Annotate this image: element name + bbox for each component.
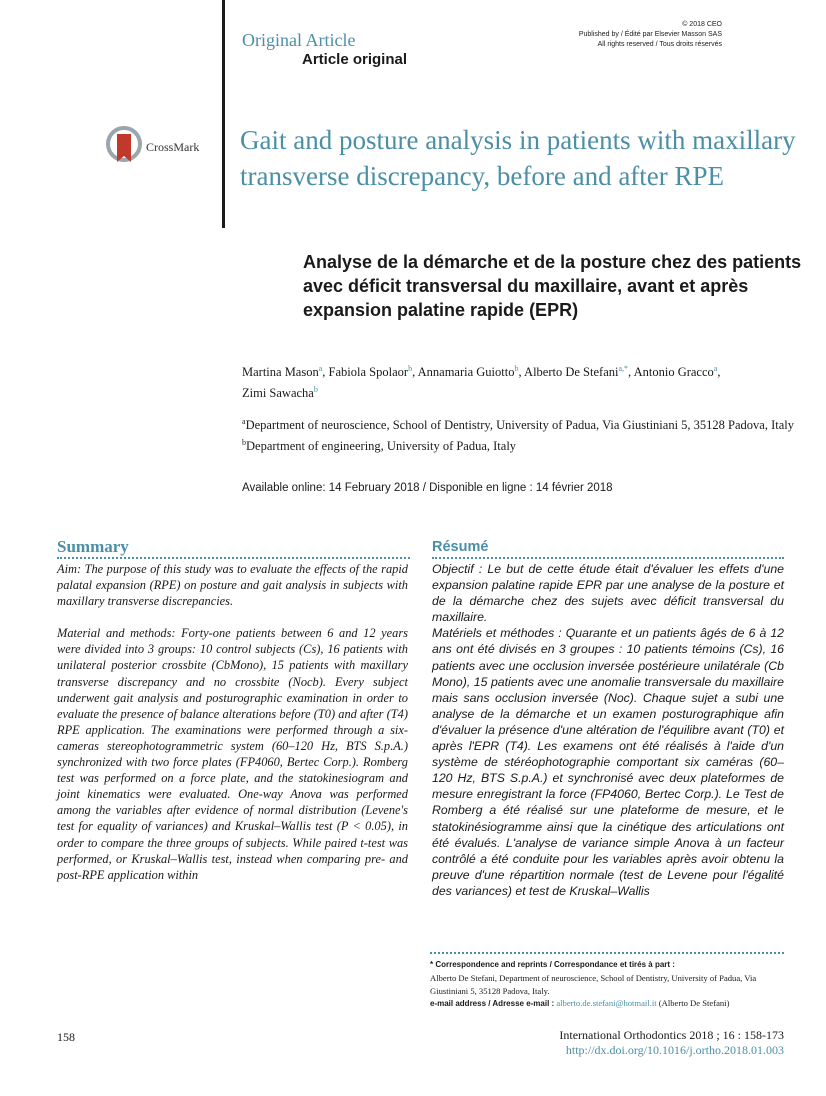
rights: All rights reserved / Tous droits réservés — [597, 41, 722, 48]
crossmark-link[interactable] — [106, 126, 142, 171]
doi-link[interactable]: http://dx.doi.org/10.1016/j.ortho.2018.01.003 — [565, 1043, 784, 1057]
journal-citation — [559, 1028, 784, 1058]
author: Fabiola Spolaor$^b$, — [328, 364, 418, 380]
summary-rule — [57, 557, 410, 559]
journal-name: International Orthodontics 2018 ; 16 : 158-173 — [559, 1028, 784, 1042]
summary-paragraph: Material and methods: Forty-one patients between 6 and 12 years were divided into 3 groups: 10 control subjects (Cs), 16 patients with unilateral posterior crossbite (CbMono), 15 patients with maxillary transverse discrepancy and no crossbite (Nocb). Every subject underwent gait analysis and posturographic examination in order to evaluate the presence of balance alterations before (T0) and after (T4) RPE application. The examinations were performed through a six-cameras stereophotogrammetric system (60–120 Hz, BTS S.p.A.) synchronized with two force plates (FP4060, Bertec Corp.). Romberg test was performed on a force plate, and the statokinesiogram and joint kinematics were evaluated. One-way Anova was performed among the variables after evidence of normal distribution (Levene's test for equality of variances) and Kruskal–Wallis test (P < 0.05), in order to compare the three groups of subjects. While paired t-test was performed, or Kruskal–Wallis test, instead when comparing pre- and post-RPE application within — [57, 626, 408, 882]
crossmark-icon — [106, 126, 142, 166]
author-list — [242, 360, 802, 402]
page-number: 158 — [57, 1030, 75, 1044]
author: Zimi Sawacha$^b$ — [242, 385, 318, 401]
available-online: Available online: 14 February 2018 / Disponible en ligne : 14 février 2018 — [242, 482, 613, 494]
correspondence-label: * Correspondence and reprints / Correspondance et tirés à part : — [430, 960, 675, 969]
header-vertical-rule — [222, 0, 225, 228]
author: Annamaria Guiotto$^b$, — [417, 364, 525, 380]
email-name: (Alberto De Stefani) — [658, 998, 730, 1009]
article-title-fr: Analyse de la démarche et de la posture chez des patients avec déficit transversal du maxillaire, avant et après expansion palatine rapide (EPR) — [303, 252, 802, 320]
email-label: e-mail address / Adresse e-mail : — [430, 999, 555, 1009]
affiliation: $^b$Department of engineering, University of Padua, Italy — [242, 438, 517, 454]
summary-heading: Summary — [57, 537, 129, 556]
copyright: © 2018 CEO — [682, 21, 722, 28]
summary-body — [57, 561, 408, 899]
affiliation: $^a$Department of neuroscience, School of Dentistry, University of Padua, Via Giustiniani 5, 35128 Padova, Italy — [242, 417, 794, 433]
article-type-fr: Article original — [302, 51, 408, 68]
resume-paragraph: Matériels et méthodes : Quarante et un patients âgés de 6 à 12 ans ont été divisés en 3 groupes : 10 patients témoins (Cs), 16 patients avec une occlusion inversée postérieure unilatérale (Cb Mono), 15 patients avec une anomalie transversale du maxillaire mais sans occlusion inversée (Noc). Chaque sujet a subi une analyse de la démarche et un examen posturographique afin d'évaluer la présence d'une altération de l'équilibre avant (T0) et après l'EPR (T4). Les examens ont été réalisés à l'aide d'un système de stéréophotographie comportant six caméras (60–120 Hz, BTS S.p.A.) et synchronisé avec deux plateformes de mesure enregistrant la force (FP4060, Bertec Corp.). Le Test de Romberg a été réalisé sur une plateforme de mesure, et le statokinésiogramme ainsi que la cinétique des articulations ont été évalués. L'analyse de variance simple Anova à un facteur contrôlé a été conduite pour les variables après avoir obtenu la preuve d'une répartition normale (test de Levene pour l'égalité des variances) et test de Kruskal–Wallis — [432, 626, 784, 898]
resume-paragraph: Objectif : Le but de cette étude était d'évaluer les effets d'une expansion palatine rapide EPR par une analyse de la posture et de la démarche chez des sujets avec déficit transversal du maxillaire. — [432, 562, 784, 625]
resume-body — [432, 561, 784, 899]
article-title: Gait and posture analysis in patients with maxillary transverse discrepancy, before and after RPE — [240, 125, 796, 191]
correspondence-footnote — [430, 958, 784, 1011]
affiliations — [242, 413, 802, 455]
article-type: Original Article — [242, 30, 356, 50]
resume-heading: Résumé — [432, 539, 489, 555]
published-by: Published by / Édité par Elsevier Masson SAS — [578, 31, 722, 38]
publisher-block — [579, 20, 722, 50]
footnote-rule — [430, 952, 784, 954]
email-link[interactable]: alberto.de.stefani@hotmail.it — [556, 998, 657, 1009]
author: Martina Mason$^a$, — [242, 364, 329, 380]
summary-paragraph: Aim: The purpose of this study was to evaluate the effects of the rapid palatal expansion (RPE) on posture and gait analysis in subjects with maxillary transverse discrepancies. — [57, 562, 408, 609]
resume-rule — [432, 557, 784, 559]
author: Alberto De Stefani$^{a,*}$, — [524, 364, 634, 380]
correspondence-address: Alberto De Stefani, Department of neuroscience, School of Dentistry, University of Padua, Via Giustiniani 5, 35128 Padova, Italy. — [430, 972, 757, 996]
author: Antonio Gracco$^a$, — [633, 364, 721, 380]
crossmark-label: CrossMark — [146, 140, 200, 154]
